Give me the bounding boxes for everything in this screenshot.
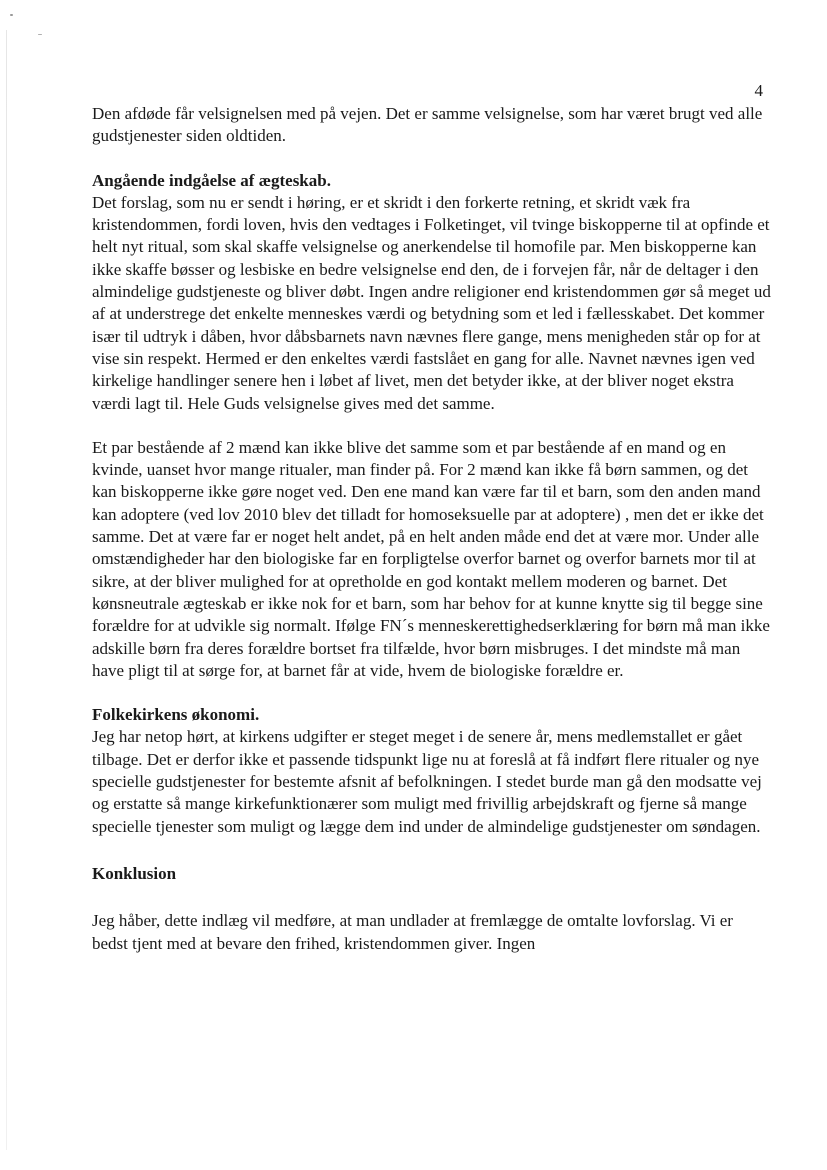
- scan-speck: [10, 14, 13, 16]
- section-heading-conclusion: Konklusion: [92, 863, 177, 883]
- paragraph-church-economy: Jeg har netop hørt, at kirkens udgifter er steget meget i de senere år, mens medlemstallet er gået tilbage. Det er derfor ikke et passende tidspunkt lige nu at foreslå at få indført flere ritualer og nye specielle gudstjenester for bestemte afsnit af befolkningen. I stedet burde man gå den modsatte vej og erstatte så mange kirkefunktionærer som muligt med frivillig arbejdskraft og fjerne så mange specielle tjenester som muligt og lægge dem ind under de almindelige gudstjenester om søndagen.: [92, 727, 762, 836]
- scan-edge-line: [6, 30, 7, 1150]
- page-number: 4: [754, 81, 763, 100]
- paragraph-marriage-proposal: Det forslag, som nu er sendt i høring, er et skridt i den forkerte retning, et skridt væk fra kristendommen, fordi loven, hvis den vedtages i Folketinget, vil tvinge biskopperne til at opfinde et helt nyt ritual, som skal skaffe velsignelse og anerkendelse til homofile par. Men biskopperne kan ikke skaffe bøsser og lesbiske en bedre velsignelse end den, de i forvejen får, når de deltager i den almindelige gudstjeneste og bliver døbt. Ingen andre religioner end kristendommen gør så meget ud af at understrege det enkelte menneskes værdi og betydning som et led i fællesskabet. Det kommer især til udtryk i dåben, hvor dåbsbarnets navn nævnes flere gange, mens menigheden står op for at vise sin respekt. Hermed er den enkeltes værdi fastslået en gang for alle. Navnet nævnes igen ved kirkelige handlinger senere hen i løbet af livet, men det betyder ikke, at der bliver noget ekstra værdi lagt til. Hele Guds velsignelse gives med det samme.: [92, 192, 771, 413]
- section-heading-marriage: Angående indgåelse af ægteskab.: [92, 170, 331, 190]
- paragraph-burial-blessing: Den afdøde får velsignelsen med på vejen. Det er samme velsignelse, som har været brugt ved alle gudstjenester siden oldtiden.: [92, 104, 763, 146]
- document-body: [92, 103, 772, 955]
- scan-speck: [38, 34, 42, 35]
- section-heading-economy: Folkekirkens økonomi.: [92, 705, 260, 725]
- paragraph-two-men-couple: Et par bestående af 2 mænd kan ikke blive det samme som et par bestående af en mand og en kvinde, uanset hvor mange ritualer, man finder på. For 2 mænd kan ikke få børn sammen, og det kan biskopperne ikke gøre noget ved. Den ene mand kan være far til et barn, som den anden mand kan adoptere (ved lov 2010 blev det tilladt for homoseksuelle par at adoptere) , men det er ikke det samme. Det at være far er noget helt andet, på en helt anden måde end det at være mor. Under alle omstændigheder har den biologiske far en forpligtelse overfor barnet og overfor barnets mor til at sikre, at der bliver mulighed for at opretholde en god kontakt mellem moderen og barnet. Det kønsneutrale ægteskab er ikke nok for et barn, som har behov for at kunne knytte sig til begge sine forældre for at udvikle sig normalt. Ifølge FN´s menneskerettighedserklæring for børn må man ikke adskille børn fra deres forældre bortset fra tilfælde, hvor børn misbruges. I det mindste må man have pligt til at sørge for, at barnet får at vide, hvem de biologiske forældre er.: [92, 437, 770, 680]
- paragraph-conclusion: Jeg håber, dette indlæg vil medføre, at man undlader at fremlægge de omtalte lovforslag. Vi er bedst tjent med at bevare den frihed, kristendommen giver. Ingen: [92, 911, 733, 953]
